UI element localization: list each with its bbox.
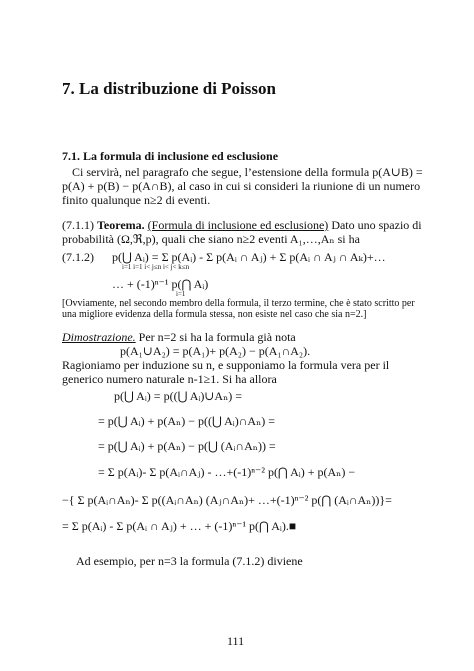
formula-line-1-subscripts: i=1 i=1 i< j≤n i< j< k≤n [122,263,190,271]
formula-line-1: p(⋃ Aᵢ) = Σ p(Aᵢ) - Σ p(Aᵢ ∩ Aⱼ) + Σ p(Aᵢ ∩ Aⱼ ∩ Aₖ)+… [112,250,386,264]
intro-line-3: finito qualunque n≥2 di eventi. [62,193,211,207]
intro-line-2: p(A) + p(B) − p(A∩B), al caso in cui si consideri la riunione di un numero [62,179,421,193]
theorem-name: (Formula di inclusione ed esclusione) [147,218,329,232]
page-number: 111 [227,634,245,648]
proof-line-1 [62,331,296,344]
proof-para-2: generico numero naturale n-1≥1. Si ha allora [62,372,277,386]
proof-step-4: = Σ p(Aᵢ)- Σ p(Aᵢ∩Aⱼ) - …+(-1)ⁿ⁻² p(⋂ Aᵢ) + p(Aₙ) − [98,465,356,479]
theorem-number: (7.1.1) [62,218,94,232]
theorem-line-1-rest: Dato uno spazio di [331,218,422,232]
proof-step-6: = Σ p(Aᵢ) - Σ p(Aᵢ ∩ Aⱼ) + … + (-1)ⁿ⁻¹ p(⋂ Aᵢ).■ [62,519,297,533]
proof-base-formula: p(A₁∪A₂) = p(A₁)+ p(A₂) − p(A₁∩A₂). [120,344,311,358]
chapter-title: 7. La distribuzione di Poisson [62,79,276,98]
proof-label: Dimostrazione. [62,330,136,344]
proof-para-1: Ragioniamo per induzione su n, e supponiamo la formula vera per il [62,358,390,372]
theorem-line-1 [62,219,422,232]
formula-number: (7.1.2) [62,250,94,264]
proof-step-1: p(⋃ Aᵢ) = p((⋃ Aᵢ)∪Aₙ) = [114,389,243,403]
intro-line-1: Ci servirà, nel paragrafo che segue, l’estensione della formula p(A∪B) = [72,165,423,179]
proof-line-1-rest: Per n=2 si ha la formula già nota [138,330,296,344]
proof-step-3: = p(⋃ Aᵢ) + p(Aₙ) − p(⋃ (Aᵢ∩Aₙ)) = [98,439,276,453]
closing-line: Ad esempio, per n=3 la formula (7.1.2) diviene [76,554,303,568]
proof-step-5: −{ Σ p(Aᵢ∩Aₙ)- Σ p((Aᵢ∩Aₙ) (Aⱼ∩Aₙ)+ …+(-1)ⁿ⁻² p(⋂ (Aᵢ∩Aₙ))}= [62,493,392,507]
theorem-line-2: probabilità (Ω,ℜ,p), quali che siano n≥2 eventi A₁,…,Aₙ si ha [62,232,360,246]
proof-step-2: = p(⋃ Aᵢ) + p(Aₙ) − p((⋃ Aᵢ)∩Aₙ) = [98,414,276,428]
note-line-2: una migliore evidenza della formula stessa, non esiste nel caso che sia n=2.] [62,309,367,320]
note-line-1: [Ovviamente, nel secondo membro della formula, il terzo termine, che è stato scritto per [62,298,415,309]
theorem-label: Teorema. [97,218,145,232]
formula-line-2-subscripts: i=1 [176,290,186,298]
formula-line-2: … + (-1)ⁿ⁻¹ p(⋂ Aᵢ) [112,277,209,291]
section-title: 7.1. La formula di inclusione ed esclusione [62,149,279,163]
